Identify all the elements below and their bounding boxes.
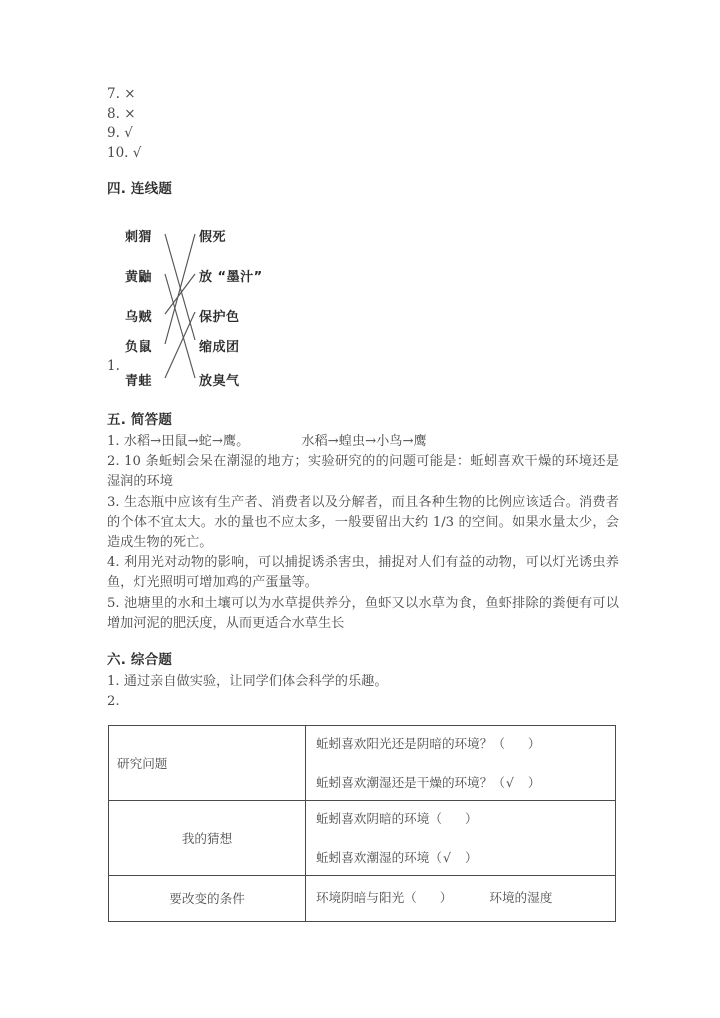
table-cell-label (109, 726, 306, 801)
matching-question-number: 1. (107, 358, 120, 374)
question-text: 蚯蚓喜欢阳光还是阴暗的环境？ (316, 736, 493, 751)
match-right-item: 缩成团 (199, 340, 240, 355)
list-item (107, 105, 141, 125)
answer-text-alt: 水稻→蝗虫→小鸟→鹰 (301, 434, 427, 449)
table-row (109, 726, 616, 801)
answer-number: 10. (107, 144, 129, 161)
list-item (107, 144, 141, 164)
answer-number: 2. (107, 694, 120, 710)
answer-number: 5. (107, 595, 120, 611)
answer-item (107, 452, 619, 492)
list-item (107, 85, 141, 105)
list-item (107, 124, 141, 144)
table-row (109, 801, 616, 876)
table-row (109, 876, 616, 922)
answer-number: 8. (107, 105, 120, 122)
section-heading-6: 六. 综合题 (107, 652, 173, 668)
answer-mark: √ (442, 850, 451, 865)
question-text: 蚯蚓喜欢阴暗的环境 (316, 811, 430, 826)
close-paren: ） (527, 775, 542, 790)
question-line (316, 888, 615, 907)
open-paren: （ (492, 775, 506, 790)
experiment-design-table (108, 725, 616, 922)
close-paren: ） (439, 889, 454, 905)
answer-mark: √ (132, 144, 142, 161)
answer-text: 生态瓶中应该有生产者、消费者以及分解者，而且各种生物的比例应该适合。消费者的个体不宜太大。水的量也不应太多，一般要留出大约 1/3 的空间。如果水量太少，会造成生物的死亡。 (107, 494, 619, 551)
match-right-item: 放 “墨汁” (199, 270, 263, 285)
section-heading-4: 四. 连线题 (107, 181, 173, 197)
row-label: 研究问题 (117, 755, 168, 771)
answer-text: 通过亲自做实验，让同学们体会科学的乐趣。 (123, 674, 388, 689)
connection-line (165, 274, 195, 314)
true-false-answer-list (107, 85, 141, 163)
open-paren: （ (429, 811, 443, 826)
answer-mark: × (124, 86, 136, 102)
answer-text: 10 条蚯蚓会呆在潮湿的地方；实验研究的的问题可能是：蚯蚓喜欢干燥的环境还是湿润的环境 (107, 454, 619, 490)
answer-text: 利用光对动物的影响，可以捕捉诱杀害虫，捕捉对人们有益的动物，可以灯光诱虫养鱼，灯光照明可增加鸡的产蛋量等。 (107, 555, 619, 591)
answer-number: 2. (107, 454, 120, 470)
answer-number: 4. (107, 555, 120, 571)
table-cell-body (306, 801, 616, 876)
match-left-item: 刺猬 (125, 230, 153, 245)
answer-text: 池塘里的水和土壤可以为水草提供养分，鱼虾又以水草为食，鱼虾排除的粪便有可以增加河泥的肥沃度，从而更适合水草生长 (107, 595, 619, 631)
match-left-item: 黄鼬 (125, 270, 153, 285)
answer-number: 1. (107, 434, 120, 449)
section-heading-5: 五. 简答题 (107, 412, 173, 428)
question-text: 蚯蚓喜欢潮湿的环境 (316, 850, 430, 865)
answer-mark: × (124, 105, 136, 122)
answer-number: 7. (107, 86, 120, 102)
row-label: 要改变的条件 (169, 891, 245, 906)
trailing-text: 环境的湿度 (489, 889, 553, 905)
short-answer-list (107, 432, 619, 634)
answer-mark: √ (505, 775, 514, 790)
spacer (316, 753, 615, 773)
answer-item (107, 432, 619, 452)
table-cell-label (109, 801, 306, 876)
match-left-item: 负鼠 (125, 340, 153, 355)
question-line (316, 734, 615, 753)
answer-item (107, 672, 619, 692)
table-cell-body (306, 726, 616, 801)
answer-item (107, 553, 619, 593)
open-paren: （ (492, 736, 506, 751)
answer-number: 9. (107, 125, 120, 141)
match-right-item: 保护色 (199, 310, 240, 325)
open-paren: （ (429, 850, 443, 865)
match-left-item: 青蛙 (125, 374, 153, 389)
answer-text: 水稻→田鼠→蛇→鹰。 (123, 434, 250, 449)
answer-mark: √ (124, 125, 133, 141)
question-line (316, 848, 615, 867)
row-label: 我的猜想 (181, 830, 233, 846)
open-paren: （ (404, 889, 418, 905)
close-paren: ） (527, 736, 542, 751)
close-paren: ） (464, 811, 479, 826)
match-right-item: 放臭气 (199, 374, 240, 389)
close-paren: ） (464, 850, 479, 865)
match-right-item: 假死 (199, 230, 227, 245)
match-left-item: 乌贼 (125, 310, 153, 325)
matching-exercise (107, 212, 407, 392)
connection-line (165, 312, 195, 378)
question-line (316, 773, 615, 792)
table-cell-label (109, 876, 306, 922)
answer-item (107, 594, 619, 634)
comprehensive-answer-list (107, 672, 619, 712)
spacer (316, 828, 615, 848)
answer-item (107, 692, 619, 712)
answer-item (107, 493, 619, 554)
answer-number: 1. (107, 674, 120, 689)
answer-number: 3. (107, 494, 120, 510)
table-cell-body (306, 876, 616, 922)
question-line (316, 809, 615, 828)
question-text: 环境阴暗与阳光 (316, 889, 405, 905)
question-text: 蚯蚓喜欢潮湿还是干燥的环境？ (316, 775, 493, 790)
